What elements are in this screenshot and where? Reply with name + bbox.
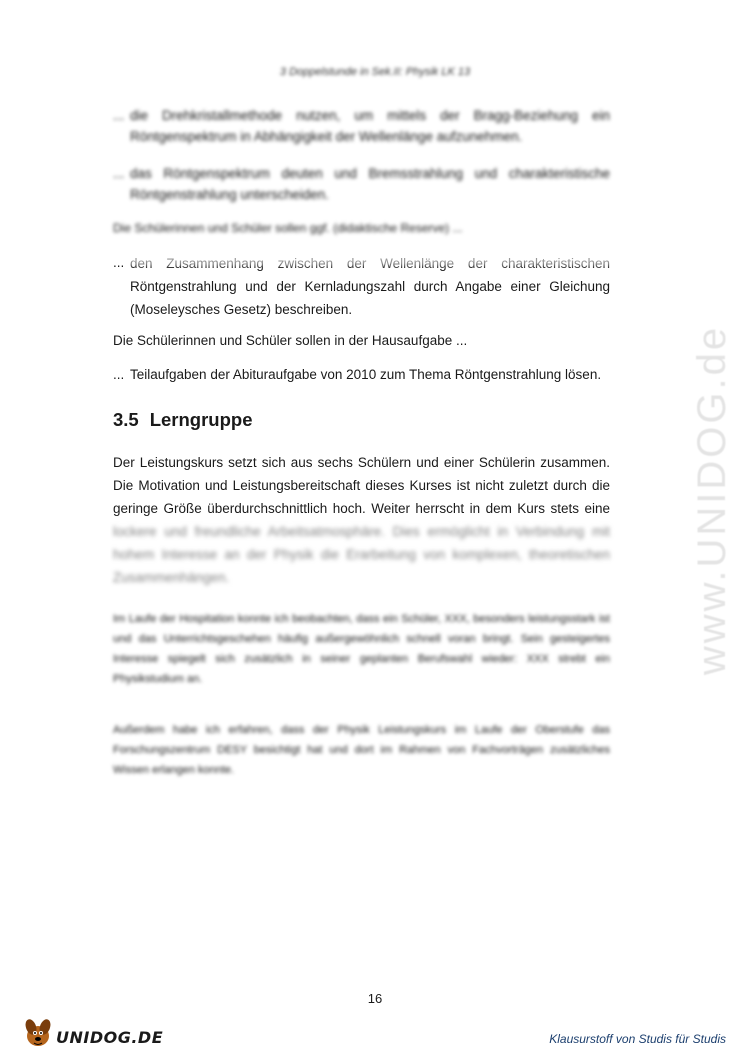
list-marker: ...: [113, 255, 125, 270]
homework-list-item: [113, 364, 610, 385]
section-heading: [113, 409, 253, 431]
paragraph-desy-visit: Außerdem habe ich erfahren, dass der Physik Leistungskurs im Laufe der Oberstufe das Forschungszentrum DESY besichtigt hat und dort im Rahmen von Fachvorträgen zusätzliches Wissen erlangen konnte.: [113, 724, 610, 776]
section-title: Lerngruppe: [149, 409, 253, 430]
dog-mascot-icon: [20, 1014, 56, 1050]
paragraph-group-description: Der Leistungskurs setzt sich aus sechs Schülern und einer Schülerin zusammen. Die Motivation und Leistungsbereitschaft dieses Kurses ist nicht zuletzt durch die geringe Größe überdurchschnittlich hoch. Weiter herrscht in dem Kurs stets eine lockere und freundliche Arbeitsatmosphäre. Dies ermöglicht in Verbindung mit hohem Interesse an der Physik die Erarbeitung von komplexen, theoretischen Zusammenhängen.: [113, 455, 610, 585]
running-head: 3 Doppelstunde in Sek.II: Physik LK 13: [279, 66, 471, 78]
blur-overlay: [110, 518, 615, 590]
list-item-text: Teilaufgaben der Abituraufgabe von 2010 zum Thema Röntgenstrahlung lösen.: [130, 367, 602, 382]
unidog-logo[interactable]: [20, 1014, 164, 1050]
list-marker: ...: [113, 166, 125, 181]
paragraph-strong-student: Im Laufe der Hospitation konnte ich beobachten, dass ein Schüler, XXX, besonders leistungsstark ist und das Unterrichtsgeschehen häufig außergewöhnlich schnell voran bringt. Sein gesteigertes Interesse spiegelt sich zusätzlich in seiner geplanten Berufswahl wieder: XXX strebt ein Physikstudium an.: [113, 613, 610, 685]
list-item-text: die Drehkristallmethode nutzen, um mittels der Bragg-Beziehung ein Röntgenspektrum in Abhängigkeit der Wellenlänge aufzunehmen.: [130, 108, 610, 144]
homework-intro: Die Schülerinnen und Schüler sollen in der Hausaufgabe ...: [113, 333, 468, 348]
logo-text: UNIDOG.DE: [56, 1028, 164, 1047]
section-number: 3.5: [113, 409, 139, 430]
list-item-text: das Röntgenspektrum deuten und Bremsstrahlung und charakteristische Röntgenstrahlung unterscheiden.: [130, 166, 610, 202]
page-number: 16: [367, 991, 383, 1006]
list-marker: ...: [113, 108, 125, 123]
footer-tagline: Klausurstoff von Studis für Studis: [549, 1032, 726, 1046]
list-item: [113, 163, 610, 205]
watermark: www.UNIDOG.de: [690, 324, 734, 676]
list-item: [113, 105, 610, 147]
blur-overlay: [128, 249, 614, 266]
list-item-text: Röntgenstrahlung und der Kernladungszahl durch Angabe einer Gleichung (Moseleysches Gesetz) beschreiben.: [130, 279, 610, 317]
reserve-intro: Die Schülerinnen und Schüler sollen ggf. (didaktische Reserve) ...: [113, 221, 463, 235]
list-marker: ...: [113, 367, 125, 382]
